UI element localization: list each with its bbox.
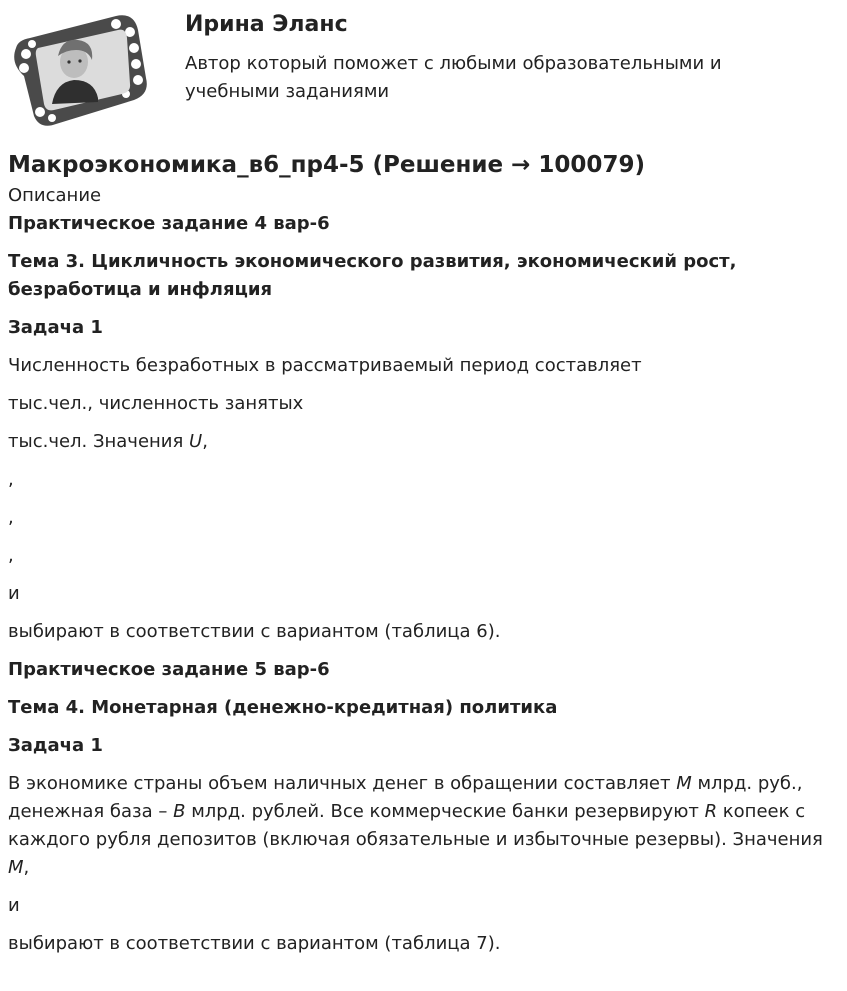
description-label: Описание [8,185,102,206]
task5-paragraph [8,770,828,882]
task5-problem: Задача 1 [8,735,103,756]
task5-text-d: копеек с каждого рубля депозитов (включая обязательные и избыточные резервы). Значения [8,801,823,850]
task4-line2: тыс.чел., численность занятых [8,393,304,414]
task4-comma-2: , [8,507,14,528]
author-header [0,0,847,140]
task5-topic: Тема 4. Монетарная (денежно-кредитная) политика [8,697,558,718]
task5-text-a: В экономике страны объем наличных денег в обращении составляет [8,773,677,794]
author-description: Автор который поможет с любыми образовательными и учебными заданиями [185,53,722,102]
task4-and: и [8,583,20,604]
task4-comma-1: , [8,469,14,490]
task4-line3-tail: , [202,431,208,452]
task4-line1: Численность безработных в рассматриваемый период составляет [8,355,642,376]
task4-heading: Практическое задание 4 вар-6 [8,213,330,234]
var-m: M [676,773,692,794]
task5-text-e: , [23,857,30,878]
author-name[interactable]: Ирина Эланс [185,12,348,37]
task4-comma-3: , [8,545,14,566]
task5-heading: Практическое задание 5 вар-6 [8,659,330,680]
task4-closing: выбирают в соответствии с вариантом (таблица 6). [8,621,501,642]
task4-problem: Задача 1 [8,317,103,338]
author-avatar-icon[interactable] [6,8,152,128]
task4-topic: Тема 3. Цикличность экономического развития, экономический рост, безработица и инфляция [8,251,737,300]
var-u: U [189,431,203,452]
var-m2: M [8,857,24,878]
document-content [8,148,828,968]
document-title: Макроэкономика_в6_пр4-5 (Решение → 100079) [8,152,645,178]
task5-text-c: млрд. рублей. Все коммерческие банки резервируют [185,801,705,822]
var-b: B [173,801,186,822]
task5-text-b: млрд. руб., денежная база – [8,773,803,822]
var-r: R [704,801,718,822]
task4-line3 [8,428,828,456]
task5-and: и [8,895,20,916]
task5-closing: выбирают в соответствии с вариантом (таблица 7). [8,933,501,954]
task4-line3-text: тыс.чел. Значения [8,431,190,452]
